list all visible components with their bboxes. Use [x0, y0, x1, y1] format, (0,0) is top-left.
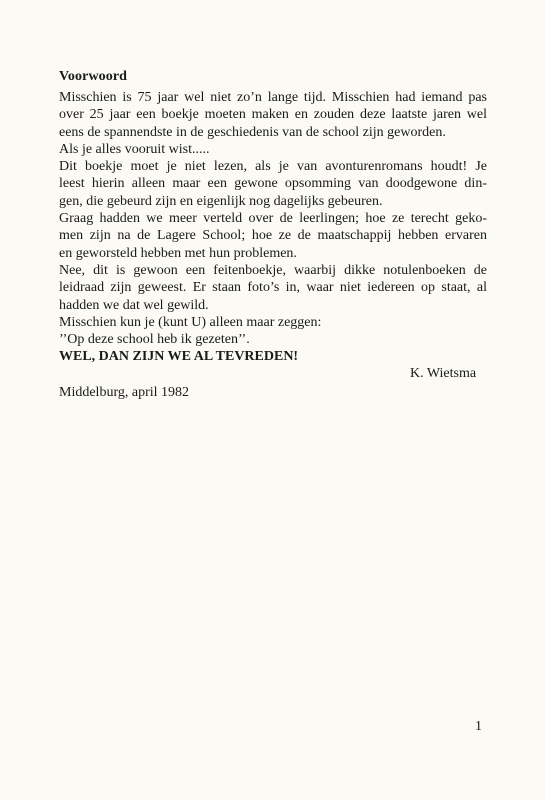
text-line: hadden we dat wel gewild. — [59, 297, 209, 313]
text-line: Als je alles vooruit wist..... — [59, 141, 210, 157]
text-line: eens de spannendste in de geschiedenis van de school zijn geworden. — [59, 124, 446, 140]
author-signature: K. Wietsma — [410, 366, 477, 381]
text-line: leest hierin alleen maar een gewone opsomming van doodgewone din- — [59, 176, 487, 192]
section-heading: Voorwoord — [59, 69, 128, 84]
foreword-body — [59, 89, 487, 366]
text-line: ’’Op deze school heb ik gezeten’’. — [59, 332, 250, 348]
text-line: Dit boekje moet je niet lezen, als je van avonturenromans houdt! Je — [59, 159, 487, 175]
text-line: over 25 jaar een boekje moeten maken en zouden deze laatste jaren wel — [59, 107, 487, 123]
page-number: 1 — [475, 719, 482, 734]
text-line: Graag hadden we meer verteld over de leerlingen; hoe ze terecht geko- — [59, 211, 487, 227]
text-line: en geworsteld hebben met hun problemen. — [59, 245, 297, 261]
text-line: Misschien is 75 jaar wel niet zo’n lange tijd. Misschien had iemand pas — [59, 90, 487, 105]
text-line: Misschien kun je (kunt U) alleen maar zeggen: — [59, 314, 322, 330]
text-line: Nee, dit is gewoon een feitenboekje, waarbij dikke notulenboeken de — [59, 262, 487, 278]
text-line: gen, die gebeurd zijn en eigenlijk nog dagelijks gebeuren. — [59, 193, 383, 209]
place-date: Middelburg, april 1982 — [59, 385, 190, 400]
text-line-emphasis: WEL, DAN ZIJN WE AL TEVREDEN! — [59, 349, 299, 365]
text-line: men zijn na de Lagere School; hoe ze de maatschappij hebben ervaren — [59, 228, 487, 244]
text-line: leidraad zijn geweest. Er staan foto’s in, waar niet iedereen op staat, al — [59, 280, 487, 296]
